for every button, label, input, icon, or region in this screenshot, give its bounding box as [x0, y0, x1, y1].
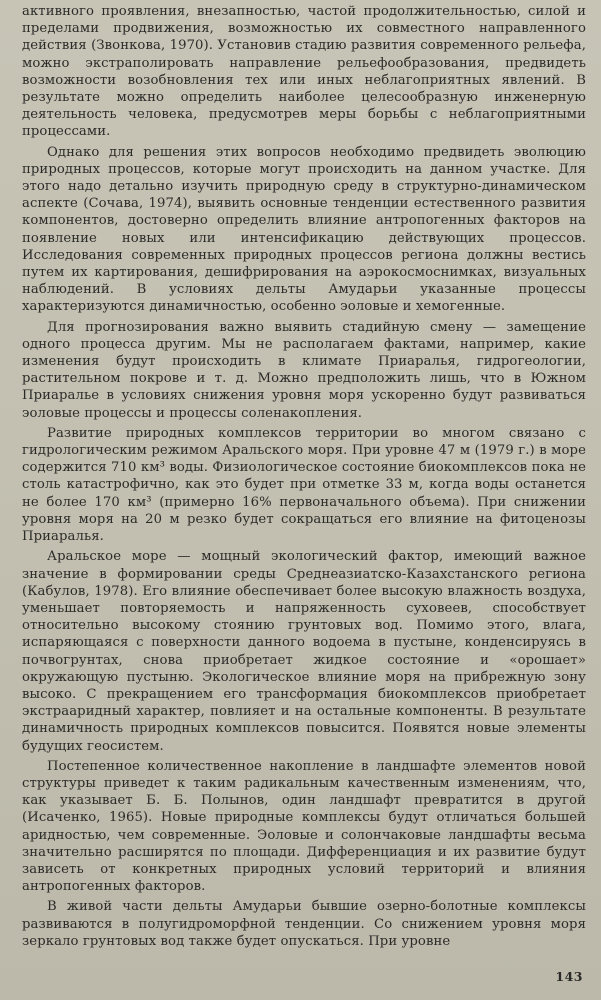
paragraph-6: Постепенное количественное накопление в ландшафте элементов новой структуры приведет к таким радикальным качественным изменениям, что, как указывает Б. Б. Полынов, один ландшафт превратится в другой (Исаченко, 1965). Новые природные комплексы будут отличаться большей аридностью, чем современные. Эоловые и солончаковые ландшафты весьма значительно расширятся по площади. Дифференциация и их развитие будут зависеть от конкретных природных условий территорий и влияния антропогенных факторов. [22, 758, 586, 895]
paragraph-1: активного проявления, внезапностью, частой продолжительностью, силой и пределами продвижения, возможностью их совместного направленного действия (Звонкова, 1970). Установив стадию развития современного рельефа, можно экстраполировать направление рельефообразования, предвидеть возможности возобновления тех или иных неблагоприятных явлений. В результате можно определить наиболее целесообразную инженерную деятельность человека, предусмотрев меры борьбы с неблагоприятными процессами. [22, 4, 586, 140]
paragraph-4: Развитие природных комплексов территории во многом связано с гидрологическим режимом Аральского моря. При уровне 47 м (1979 г.) в море содержится 710 км³ воды. Физиологическое состояние биокомплексов пока не столь катастрофично, как это будет при отметке 33 м, когда воды останется не более 170 км³ (примерно 16% первоначального объема). При снижении уровня моря на 20 м резко будет сокращаться его влияние на фитоценозы Приаралья. [22, 425, 586, 545]
paragraph-3: Для прогнозирования важно выявить стадийную смену — замещение одного процесса другим. Мы не располагаем фактами, например, какие изменения будут происходить в климате Приаралья, гидрогеологии, растительном покрове и т. д. Можно предположить лишь, что в Южном Приаралье в условиях снижения уровня моря ускоренно будут развиваться эоловые процессы и процессы соленакопления. [22, 319, 586, 421]
page-number: 143 [555, 969, 583, 984]
paragraph-7: В живой части дельты Амударьи бывшие озерно-болотные комплексы развиваются в полугидроморфной тенденции. Со снижением уровня моря зеркало грунтовых вод также будет опускаться. При уровне [22, 899, 586, 949]
body-text [22, 3, 586, 950]
paragraph-5: Аральское море — мощный экологический фактор, имеющий важное значение в формировании среды Среднеазиатско-Казахстанского региона (Кабулов, 1978). Его влияние обеспечивает более высокую влажность воздуха, уменьшает повторяемость и напряженность суховеев, способствует относительно высокому стоянию грунтовых вод. Помимо этого, влага, испаряющаяся с поверхности данного водоема в пустыне, конденсируясь в почвогрунтах, снова приобретает жидкое состояние и «орошает» окружающую пустыню. Экологическое влияние моря на прибрежную зону высоко. С прекращением его трансформация биокомплексов приобретает экстрааридный характер, повлияет и на остальные компоненты. В результате динамичность природных комплексов повысится. Появятся новые элементы будущих геосистем. [22, 549, 586, 754]
paragraph-2: Однако для решения этих вопросов необходимо предвидеть эволюцию природных процессов, которые могут происходить на данном участке. Для этого надо детально изучить природную среду в структурно-динамическом аспекте (Сочава, 1974), выявить основные тенденции естественного развития компонентов, достоверно определить влияние антропогенных факторов на появление новых или интенсификацию действующих процессов. Исследования современных природных процессов региона должны вестись путем их картирования, дешифрирования на аэрокосмоснимках, визуальных наблюдений. В условиях дельты Амударьи указанные процессы характеризуются динамичностью, особенно эоловые и хемогенные. [22, 144, 586, 315]
